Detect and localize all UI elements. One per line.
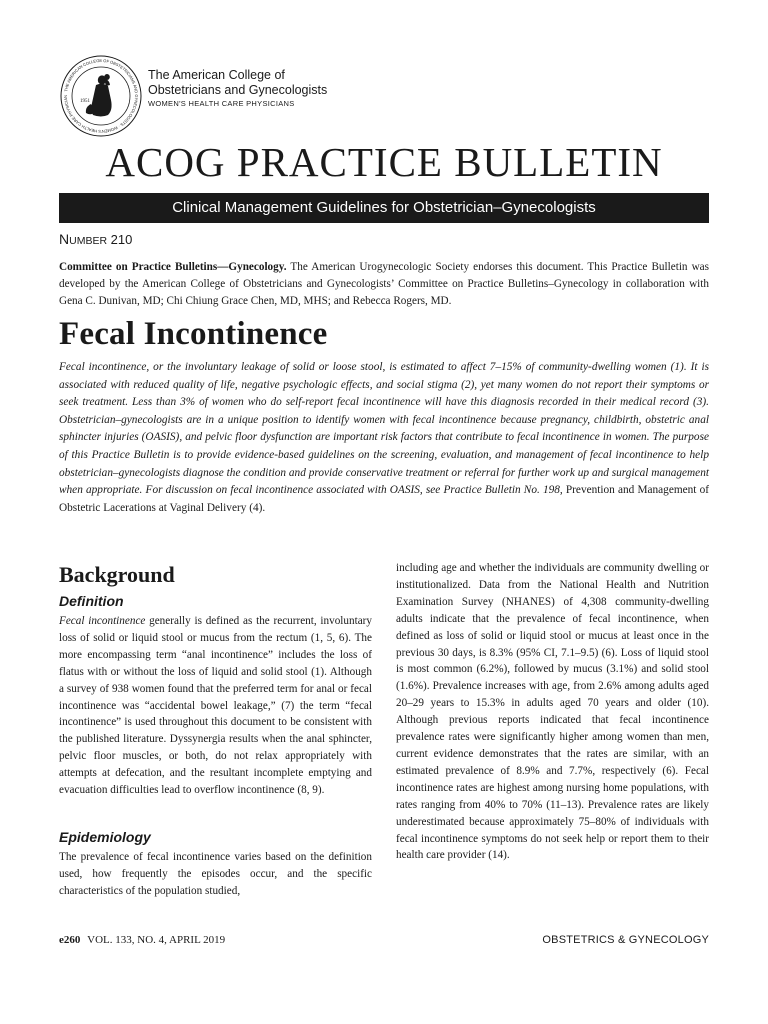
org-name-line1: The American College of	[148, 68, 285, 82]
svg-text:THE AMERICAN COLLEGE OF OBSTET: THE AMERICAN COLLEGE OF OBSTETRICIANS AND GYNECOLOGISTS · WOMEN'S HEALTH CARE PHYSICIAN	[62, 57, 140, 135]
guidelines-banner: Clinical Management Guidelines for Obstetrician–Gynecologists	[59, 193, 709, 223]
abstract-italic: Fecal incontinence, or the involuntary leakage of solid or loose stool, is estimated to affect 7–15% of community-dwelling women (1). It is associated with reduced quality of life, negative psychologic effects, and social stigma (2), yet many women do not report their symptoms or seek treatment. Less than 3% of women who do self-report fecal incontinence will have this diagnosis recorded in their medical record (3). Obstetrician–gynecologists are in a unique position to identify women with fecal incontinence because pregnancy, childbirth, obstetric anal sphincter injuries (OASIS), and pelvic floor dysfunction are important risk factors that contribute to fecal incontinence in women. The purpose of this Practice Bulletin is to provide evidence-based guidelines on the screening, evaluation, and management of fecal incontinence to help obstetrician–gynecologists diagnose the condition and provide conservative treatment or referral for further work up and surgical management when appropriate. For discussion on fecal incontinence associated with OASIS, see Practice Bulletin No. 198,	[59, 361, 709, 497]
svg-text:1951: 1951	[80, 99, 90, 104]
committee-statement: Committee on Practice Bulletins—Gynecology. The American Urogynecologic Society endorses this document. This Practice Bulletin was developed by the American College of Obstetricians and Gynecologists’ Committee on Practice Bulletins–Gynecology in collaboration with Gena C. Dunivan, MD; Chi Chiung Grace Chen, MD, MHS; and Rebecca Rogers, MD.	[59, 261, 709, 307]
bulletin-number: NUMBER 210	[59, 231, 133, 247]
committee-name: Committee on Practice Bulletins—Gynecology.	[59, 261, 287, 273]
definition-heading: Definition	[59, 593, 124, 609]
document-title: Fecal Incontinence	[59, 316, 328, 352]
bulletin-title: ACOG PRACTICE BULLETIN	[105, 139, 663, 185]
acog-seal-logo	[60, 55, 142, 137]
background-heading: Background	[59, 562, 175, 587]
journal-name: OBSTETRICS & GYNECOLOGY	[542, 934, 709, 946]
volume-info: VOL. 133, NO. 4, APRIL 2019	[87, 934, 226, 946]
abstract-citation: Prevention and Management of Obstetric Lacerations at Vaginal Delivery (4).	[59, 484, 709, 514]
organization-name	[148, 68, 327, 108]
page-number: e260	[59, 934, 81, 946]
org-name-line2: Obstetricians and Gynecologists	[148, 83, 328, 97]
epidemiology-paragraph-continued: including age and whether the individuals are community dwelling or institutionalized. Data from the National Health and Nutrition Examination Survey (NHANES) of 4,308 community-dwelling adults indicate that the prevalence of fecal incontinence, when defined as loss of solid or liquid stool or mucus at least once in the previous 30 days, is 8.3% (95% CI, 7.1–9.5) (6). Loss of liquid stool is most common (6.2%), followed by mucus (3.1%) and solid stool (1.6%). Prevalence increases with age, from 2.6% among adults aged 20–29 years to 15.3% in adults aged 70 years and older (10). Although previous reports indicated that fecal incontinence prevalence rates were significantly higher among women than men, current evidence demonstrates that the rates are similar, with an estimated prevalence of 8.9% and 7.7%, respectively (6). Fecal incontinence rates are highest among nursing home populations, with rates ranging from 40% to 70% (11–13). Prevalence rates are likely underestimated because approximately 75–80% of individuals with fecal incontinence symptoms do not seek help or report them to their health care provider (14).	[396, 562, 709, 862]
bulletin-number-value: 210	[110, 232, 133, 247]
epidemiology-heading: Epidemiology	[59, 829, 151, 845]
org-tagline: WOMEN'S HEALTH CARE PHYSICIANS	[148, 99, 295, 108]
epidemiology-paragraph: The prevalence of fecal incontinence varies based on the definition used, how frequently the episodes occur, and the specific characteristics of the population studied,	[59, 851, 372, 897]
definition-paragraph: Fecal incontinence generally is defined as the recurrent, involuntary loss of solid or liquid stool or mucus from the rectum (1, 5, 6). The more encompassing term “anal incontinence” includes the loss of flatus with or without the loss of liquid and solid stool (1). Although a survey of 938 women found that the preferred term for anal or fecal incontinence was “accidental bowel leakage,” (7) the term “fecal incontinence” is used throughout this document to be consistent with the published literature. Dyssynergia results when the anal sphincter, pelvic floor muscles, or both, do not relax appropriately with attempts at defecation, and the resultant incomplete emptying and evacuation difficulties lead to overflow incontinence (8, 9).	[59, 615, 372, 797]
abstract	[59, 359, 709, 517]
page-footer	[59, 934, 709, 946]
